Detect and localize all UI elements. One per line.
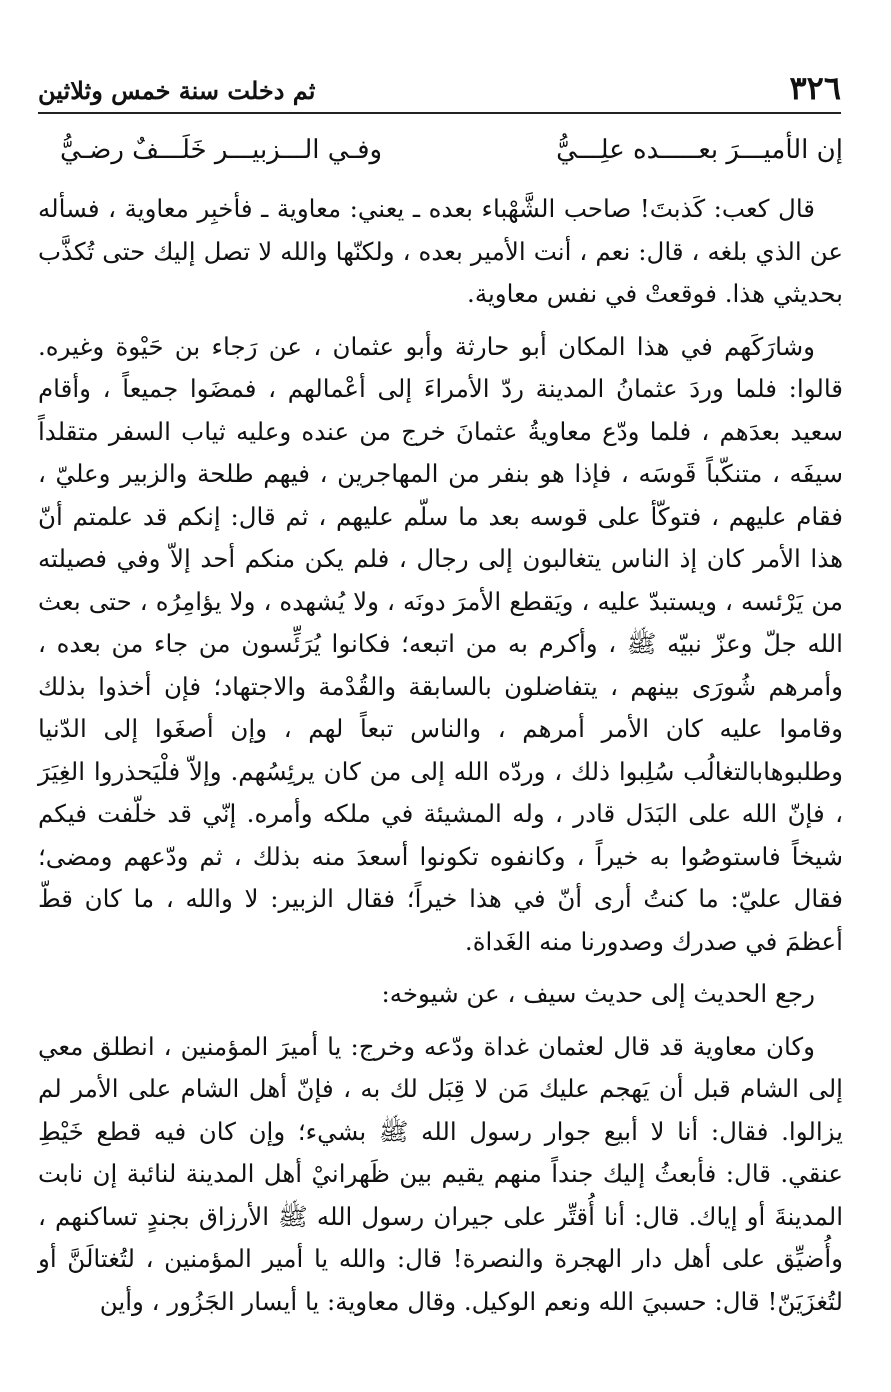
body-text [38,188,843,1323]
poetry-verse [40,126,843,174]
running-title: ثم دخلت سنة خمس وثلاثين [38,76,316,105]
paragraph-return-to-sayf: رجع الحديث إلى حديث سيف ، عن شيوخه: [381,979,815,1008]
paragraph-muawiya-offer: وكان معاوية قد قال لعثمان غداة ودّعه وخرج: يا أميرَ المؤمنين ، انطلق معي إلى الشام قبل أن يَهجم عليك مَن لا قِبَل لك به ، فإنّ أهل الشام على الأمر لم يزالوا. فقال: أنا لا أبيع جوار رسول الله ﷺ بشيء؛ وإن كان فيه قطع خَيْطِ عنقي. قال: فأبعثُ إليك جنداً منهم يقيم بين ظَهرانيْ أهل المدينة لنائبة إن نابت المدينةَ أو إياك. قال: أنا أُقتِّر على جيران رسول الله ﷺ الأرزاق بجندٍ تساكنهم ، وأُضيِّق على أهل دار الهجرة والنصرة! قال: والله يا أمير المؤمنين ، لتُغتالَنَّ أو لتُغزَيَنّ! قال: حسبيَ الله ونعم الوكيل. وقال معاوية: يا أيسار الجَزُور ، وأين [38,1031,843,1316]
paragraph-kaab: قال كعب: كَذبتَ! صاحب الشَّهْباء بعده ـ يعني: معاوية ـ فأخبِر معاوية ، فسأله عن الذي بلغه ، قال: نعم ، أنت الأمير بعده ، ولكنّها والله لا تصل إليك حتى تُكذَّب بحديثي هذا. فوقعتْ في نفس معاوية. [38,194,843,308]
page-number: ٣٢٦ [789,69,841,107]
paragraph-muawiya-farewell: وشارَكَهم في هذا المكان أبو حارثة وأبو عثمان ، عن رَجاء بن حَيْوة وغيره. قالوا: فلما وردَ عثمانُ المدينة ردّ الأمراءَ إلى أعْمالهم ، فمضَوا جميعاً ، وأقام سعيد بعدَهم ، فلما ودّع معاويةُ عثمانَ خرج من عنده وعليه ثياب السفر متقلداً سيفَه ، متنكّباً قَوسَه ، فإذا هو بنفر من المهاجرين ، فيهم طلحة والزبير وعليّ ، فقام عليهم ، فتوكّأ على قوسه بعد ما سلّم عليهم ، ثم قال: إنكم قد علمتم أنّ هذا الأمر كان إذ الناس يتغالبون إلى رجال ، فلم يكن منكم أحد إلاّ وفي فصيلته من يَرْئسه ، ويستبدّ عليه ، ويَقطع الأمرَ دونَه ، ولا يُشهده ، ولا يؤامِرُه ، حتى بعث الله جلّ وعزّ نبيّه ﷺ ، وأكرم به من اتبعه؛ فكانوا يُرَئِّسون من جاء من بعده ، وأمرهم شُورَى بينهم ، يتفاضلون بالسابقة والقُدْمة والاجتهاد؛ فإن أخذوا بذلك وقاموا عليه كان الأمر أمرهم ، والناس تبعاً لهم ، وإن أصغَوا إلى الدّنيا وطلبوهابالتغالُب سُلِبوا ذلك ، وردّه الله إلى من كان يرئِسُهم. وإلاّ فلْيَحذروا الغِيَرَ ، فإنّ الله على البَدَل قادر ، وله المشيئة في ملكه وأمره. إنّي قد خلّفت فيكم شيخاً فاستوصُوا به خيراً ، وكانفوه تكونوا أسعدَ منه بذلك ، ثم ودّعهم ومضى؛ فقال عليّ: ما كنتُ أرى أنّ في هذا خيراً؛ فقال الزبير: لا والله ، ما كان قطّ أعظمَ في صدرك وصدورنا منه الغَداة. [38,331,843,956]
page-header [38,66,841,114]
verse-second-hemistich: وفـي الـــزبيـــر خَلَـــفٌ رضـيُّ [60,135,383,165]
verse-first-hemistich: إن الأميـــرَ بعـــــده علِـــيُّ [556,135,843,165]
